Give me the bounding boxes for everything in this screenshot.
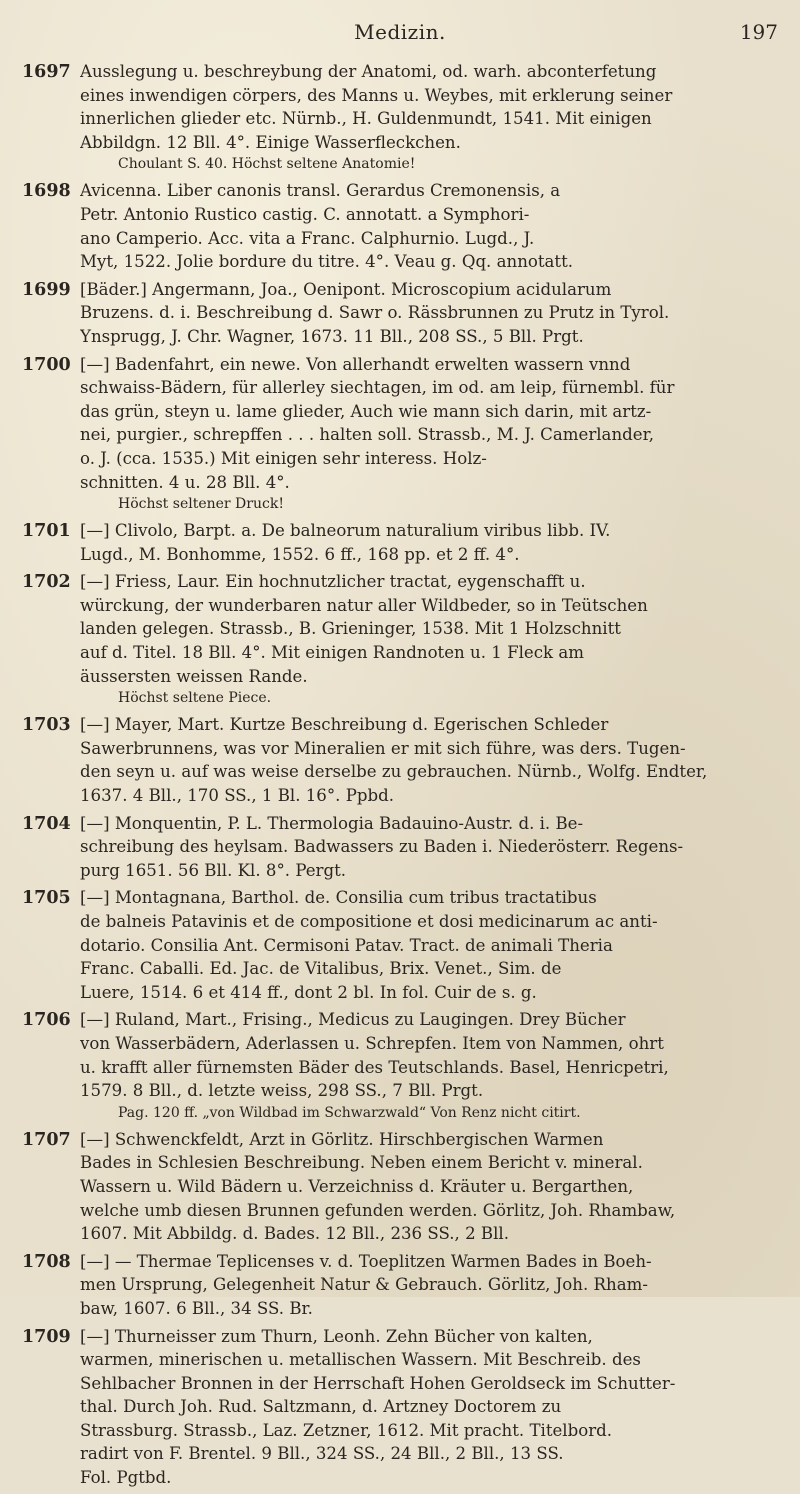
entry-line: [—] Ruland, Mart., Frising., Medicus zu Laugingen. Drey Bücher [80, 1010, 626, 1030]
entry-line: Bades in Schlesien Beschreibung. Neben einem Bericht v. mineral. [80, 1153, 643, 1173]
entry-number: 1704 [22, 813, 71, 834]
entry-text [80, 179, 770, 273]
entry-number: 1709 [22, 1326, 71, 1347]
catalog-entry [0, 353, 800, 516]
entry-line: thal. Durch Joh. Rud. Saltzmann, d. Artzney Doctorem zu [80, 1397, 562, 1417]
entry-line: Strassburg. Strassb., Laz. Zetzner, 1612. Mit pracht. Titelbord. [80, 1420, 613, 1440]
entry-text [80, 1008, 770, 1102]
entry-line: Lugd., M. Bonhomme, 1552. 6 ff., 168 pp. et 2 ff. 4°. [80, 544, 520, 564]
catalog-entry [0, 519, 800, 566]
entry-text [80, 353, 770, 495]
entry-line: Wassern u. Wild Bädern u. Verzeichniss d. Kräuter u. Bergarthen, [80, 1176, 634, 1196]
entry-text [80, 1128, 770, 1246]
entry-line: innerlichen glieder etc. Nürnb., H. Guldenmundt, 1541. Mit einigen [80, 109, 652, 129]
catalog-entry [0, 1325, 800, 1490]
entry-line: baw, 1607. 6 Bll., 34 SS. Br. [80, 1298, 313, 1318]
entry-text [80, 713, 770, 807]
entry-line: 1579. 8 Bll., d. letzte weiss, 298 SS., 7 Bll. Prgt. [80, 1081, 484, 1101]
entry-line: Ausslegung u. beschreybung der Anatomi, od. warh. abconterfetung [80, 62, 657, 81]
entry-line: dotario. Consilia Ant. Cermisoni Patav. Tract. de animali Theria [80, 935, 613, 955]
entry-line: Luere, 1514. 6 et 414 ff., dont 2 bl. In fol. Cuir de s. g. [80, 982, 537, 1002]
entry-line: landen gelegen. Strassb., B. Grieninger, 1538. Mit 1 Holzschnitt [80, 619, 621, 639]
entry-line: würckung, der wunderbaren natur aller Wildbeder, so in Teütschen [80, 595, 648, 615]
entry-line: [—] Monquentin, P. L. Thermologia Badauino-Austr. d. i. Be- [80, 813, 584, 833]
catalog-entry [0, 179, 800, 273]
entry-line: 1607. Mit Abbildg. d. Bades. 12 Bll., 236 SS., 2 Bll. [80, 1224, 509, 1244]
entry-number: 1697 [22, 62, 71, 82]
catalog-entry [0, 60, 800, 175]
entry-text [80, 812, 770, 883]
entry-text [80, 1250, 770, 1321]
running-title: Medizin. [354, 20, 446, 44]
entry-line: Ynsprugg, J. Chr. Wagner, 1673. 11 Bll., 208 SS., 5 Bll. Prgt. [80, 326, 584, 346]
entry-line: purg 1651. 56 Bll. Kl. 8°. Pergt. [80, 860, 347, 880]
entry-line: schnitten. 4 u. 28 Bll. 4°. [80, 472, 290, 492]
entry-line: Franc. Caballi. Ed. Jac. de Vitalibus, Brix. Venet., Sim. de [80, 959, 562, 979]
catalog-entry [0, 1128, 800, 1246]
entry-note: Choulant S. 40. Höchst seltene Anatomie! [118, 156, 416, 173]
entry-line: u. krafft aller fürnemsten Bäder des Teutschlands. Basel, Henricpetri, [80, 1057, 669, 1077]
entry-number: 1699 [22, 279, 71, 300]
entry-line: warmen, minerischen u. metallischen Wassern. Mit Beschreib. des [80, 1350, 641, 1370]
entry-line: [—] Mayer, Mart. Kurtze Beschreibung d. Egerischen Schleder [80, 715, 609, 735]
entry-number: 1708 [22, 1251, 71, 1272]
entry-line: o. J. (cca. 1535.) Mit einigen sehr interess. Holz- [80, 448, 487, 468]
entry-number: 1700 [22, 354, 71, 375]
catalog-entry [0, 278, 800, 349]
entry-number: 1705 [22, 888, 71, 909]
catalog-entry [0, 886, 800, 1004]
entry-line: ano Camperio. Acc. vita a Franc. Calphurnio. Lugd., J. [80, 228, 535, 248]
entry-line: [—] Badenfahrt, ein newe. Von allerhandt erwelten wassern vnnd [80, 354, 631, 374]
entry-line: Fol. Pgtbd. [80, 1468, 172, 1488]
entry-line: Sawerbrunnens, was vor Mineralien er mit sich führe, was ders. Tugen- [80, 738, 686, 758]
catalog-entry [0, 570, 800, 709]
entry-line: men Ursprung, Gelegenheit Natur & Gebrauch. Görlitz, Joh. Rham- [80, 1275, 648, 1295]
entry-note: Höchst seltene Piece. [118, 690, 272, 707]
entry-line: [—] — Thermae Teplicenses v. d. Toeplitzen Warmen Bades in Boeh- [80, 1251, 652, 1271]
entry-text [80, 1325, 770, 1490]
entry-text [80, 570, 770, 688]
entry-line: Myt, 1522. Jolie bordure du titre. 4°. Veau g. Qq. annotatt. [80, 252, 574, 272]
entry-text [80, 60, 770, 154]
entry-text [80, 278, 770, 349]
entry-number: 1702 [22, 572, 71, 593]
entry-line: radirt von F. Brentel. 9 Bll., 324 SS., 24 Bll., 2 Bll., 13 SS. [80, 1444, 564, 1464]
entry-line: auf d. Titel. 18 Bll. 4°. Mit einigen Randnoten u. 1 Fleck am [80, 643, 584, 663]
entry-line: [—] Clivolo, Barpt. a. De balneorum naturalium viribus libb. IV. [80, 521, 611, 541]
entry-line: Sehlbacher Bronnen in der Herrschaft Hohen Geroldseck im Schutter- [80, 1373, 676, 1393]
entry-number: 1698 [22, 181, 71, 202]
page-number: 197 [739, 20, 778, 44]
entry-line: schreibung des heylsam. Badwassers zu Baden i. Niederösterr. Regens- [80, 837, 684, 857]
entry-line: den seyn u. auf was weise derselbe zu gebrauchen. Nürnb., Wolfg. Endter, [80, 762, 708, 782]
entry-line: eines inwendigen cörpers, des Manns u. Weybes, mit erklerung seiner [80, 85, 673, 105]
catalog-entries [0, 60, 800, 1494]
entry-line: nei, purgier., schrepffen . . . halten soll. Strassb., M. J. Camerlander, [80, 425, 654, 445]
entry-line: Petr. Antonio Rustico castig. C. annotatt. a Symphori- [80, 204, 530, 224]
entry-line: [—] Thurneisser zum Thurn, Leonh. Zehn Bücher von kalten, [80, 1326, 593, 1346]
entry-line: welche umb diesen Brunnen gefunden werden. Görlitz, Joh. Rhambaw, [80, 1200, 676, 1220]
entry-line: das grün, steyn u. lame glieder, Auch wie mann sich darin, mit artz- [80, 401, 652, 421]
page-header [0, 20, 800, 50]
entry-note: Höchst seltener Druck! [118, 496, 284, 513]
entry-line: Avicenna. Liber canonis transl. Gerardus Cremonensis, a [80, 181, 561, 201]
catalog-entry [0, 1250, 800, 1321]
entry-line: [—] Friess, Laur. Ein hochnutzlicher tractat, eygenschafft u. [80, 572, 586, 592]
entry-line: de balneis Patavinis et de compositione et dosi medicinarum ac anti- [80, 912, 658, 931]
entry-number: 1703 [22, 715, 71, 736]
entry-line: [Bäder.] Angermann, Joa., Oenipont. Microscopium acidularum [80, 279, 612, 299]
entry-note: Pag. 120 ff. „von Wildbad im Schwarzwald“ Von Renz nicht citirt. [118, 1104, 581, 1121]
catalog-entry [0, 713, 800, 807]
entry-number: 1701 [22, 521, 71, 542]
entry-line: Abbildgn. 12 Bll. 4°. Einige Wasserfleckchen. [80, 132, 461, 152]
entry-line: [—] Schwenckfeldt, Arzt in Görlitz. Hirschbergischen Warmen [80, 1129, 604, 1149]
entry-line: Bruzens. d. i. Beschreibung d. Sawr o. Rässbrunnen zu Prutz in Tyrol. [80, 303, 670, 323]
catalog-entry [0, 812, 800, 883]
entry-line: schwaiss-Bädern, für allerley siechtagen, im od. am leip, fürnembl. für [80, 378, 675, 398]
entry-line: von Wasserbädern, Aderlassen u. Schrepfen. Item von Nammen, ohrt [80, 1033, 664, 1053]
catalog-entry [0, 1008, 800, 1123]
entry-text [80, 886, 770, 1004]
entry-line: 1637. 4 Bll., 170 SS., 1 Bl. 16°. Ppbd. [80, 786, 395, 806]
entry-line: [—] Montagnana, Barthol. de. Consilia cum tribus tractatibus [80, 888, 597, 908]
entry-number: 1707 [22, 1129, 71, 1150]
entry-number: 1706 [22, 1010, 71, 1031]
entry-line: äussersten weissen Rande. [80, 666, 308, 686]
entry-text [80, 519, 770, 566]
